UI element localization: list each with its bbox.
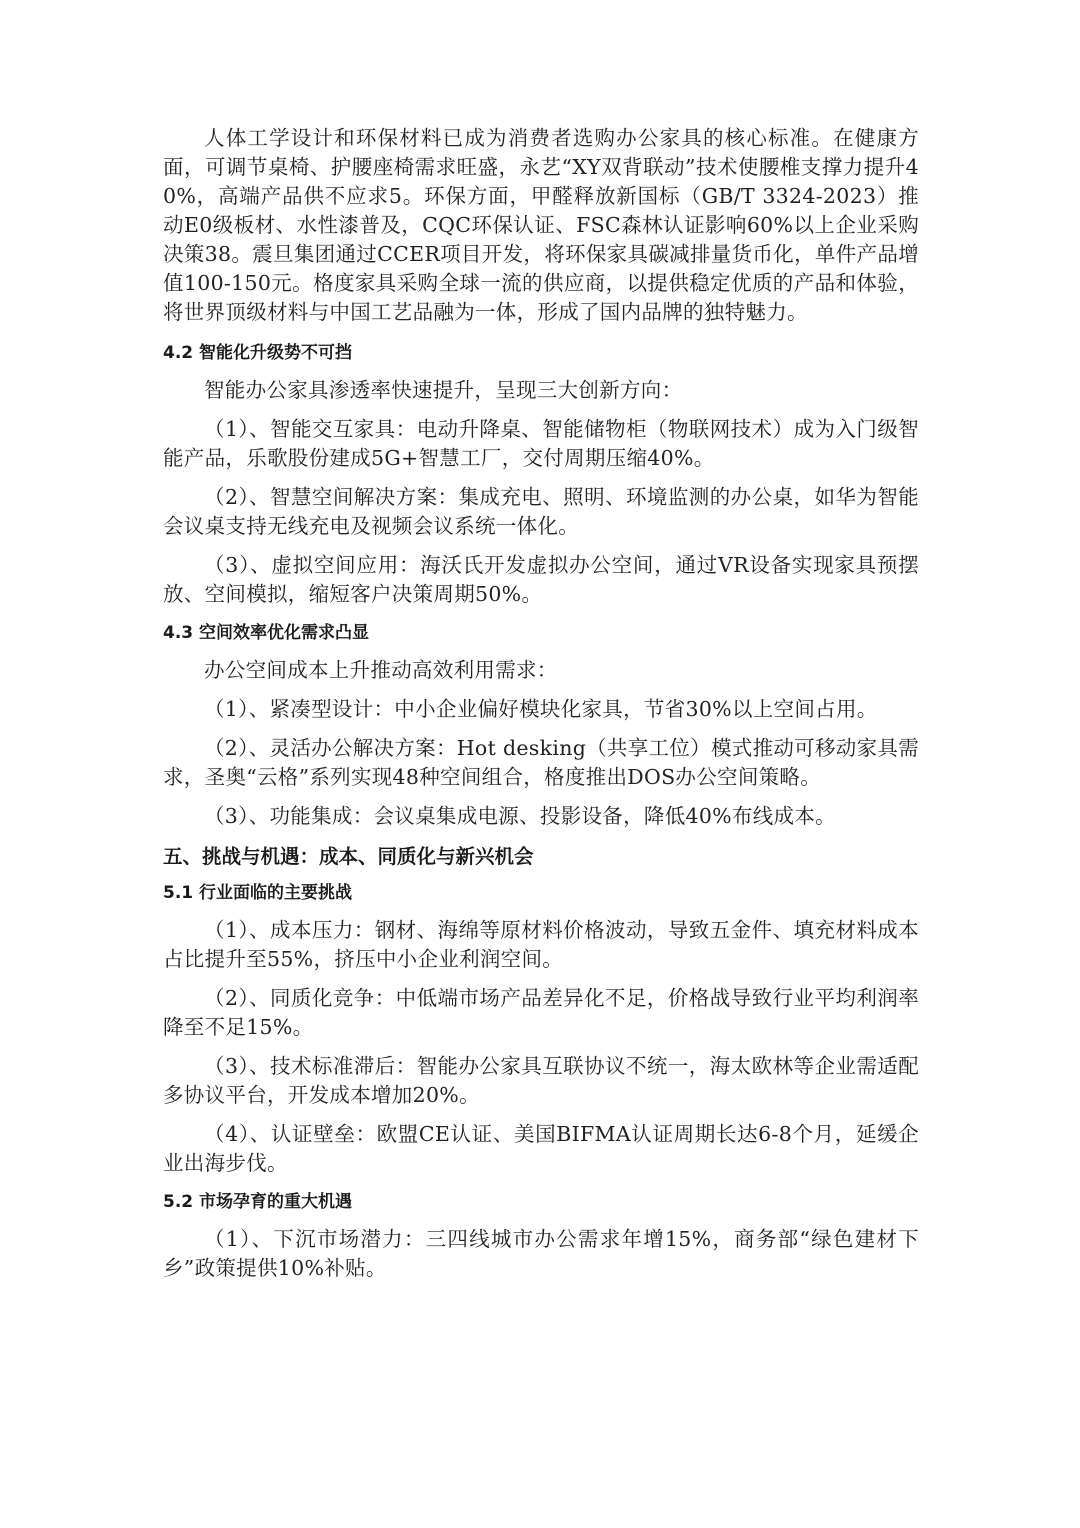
- document-body: [163, 124, 919, 1293]
- section-4-3-item-2: （2）、灵活办公解决方案：Hot desking（共享工位）模式推动可移动家具需求，圣奥“云格”系列实现48种空间组合，格度推出DOS办公空间策略。: [163, 736, 919, 789]
- section-4-3-heading: 4.3 空间效率优化需求凸显: [163, 623, 370, 643]
- section-4-2-item-3: （3）、虚拟空间应用：海沃氏开发虚拟办公空间，通过VR设备实现家具预摆放、空间模拟，缩短客户决策周期50%。: [163, 553, 919, 606]
- section-5-1-item-4: （4）、认证壁垒：欧盟CE认证、美国BIFMA认证周期长达6-8个月，延缓企业出海步伐。: [163, 1122, 919, 1175]
- chapter-5-heading: 五、挑战与机遇：成本、同质化与新兴机会: [163, 845, 534, 868]
- section-4-2-item-1: （1）、智能交互家具：电动升降桌、智能储物柜（物联网技术）成为入门级智能产品，乐歌股份建成5G+智慧工厂，交付周期压缩40%。: [163, 417, 919, 470]
- intro-paragraph: 人体工学设计和环保材料已成为消费者选购办公家具的核心标准。在健康方面，可调节桌椅、护腰座椅需求旺盛，永艺“XY双背联动”技术使腰椎支撑力提升40%，高端产品供不应求5。环保方面，甲醛释放新国标（GB/T 3324-2023）推动E0级板材、水性漆普及，CQC环保认证、FSC森林认证影响60%以上企业采购决策38。震旦集团通过CCER项目开发，将环保家具碳减排量货币化，单件产品增值100-150元。格度家具采购全球一流的供应商，以提供稳定优质的产品和体验，将世界顶级材料与中国工艺品融为一体，形成了国内品牌的独特魅力。: [163, 126, 919, 324]
- section-5-2-item-1: （1）、下沉市场潜力：三四线城市办公需求年增15%，商务部“绿色建材下乡”政策提供10%补贴。: [163, 1227, 919, 1280]
- section-4-2-heading: 4.2 智能化升级势不可挡: [163, 343, 353, 363]
- section-5-2-heading: 5.2 市场孕育的重大机遇: [163, 1192, 353, 1212]
- section-4-3-lead: 办公空间成本上升推动高效利用需求：: [204, 658, 558, 682]
- section-4-3-item-1: （1）、紧凑型设计：中小企业偏好模块化家具，节省30%以上空间占用。: [204, 697, 878, 721]
- section-5-1-heading: 5.1 行业面临的主要挑战: [163, 883, 353, 903]
- section-4-2-lead: 智能办公家具渗透率快速提升，呈现三大创新方向：: [204, 378, 683, 402]
- section-4-3-item-3: （3）、功能集成：会议桌集成电源、投影设备，降低40%布线成本。: [204, 804, 836, 828]
- section-5-1-item-1: （1）、成本压力：钢材、海绵等原材料价格波动，导致五金件、填充材料成本占比提升至55%，挤压中小企业利润空间。: [163, 918, 919, 971]
- section-5-1-item-3: （3）、技术标准滞后：智能办公家具互联协议不统一，海太欧林等企业需适配多协议平台，开发成本增加20%。: [163, 1054, 919, 1107]
- section-5-1-item-2: （2）、同质化竞争：中低端市场产品差异化不足，价格战导致行业平均利润率降至不足15%。: [163, 986, 919, 1039]
- section-4-2-item-2: （2）、智慧空间解决方案：集成充电、照明、环境监测的办公桌，如华为智能会议桌支持无线充电及视频会议系统一体化。: [163, 485, 919, 538]
